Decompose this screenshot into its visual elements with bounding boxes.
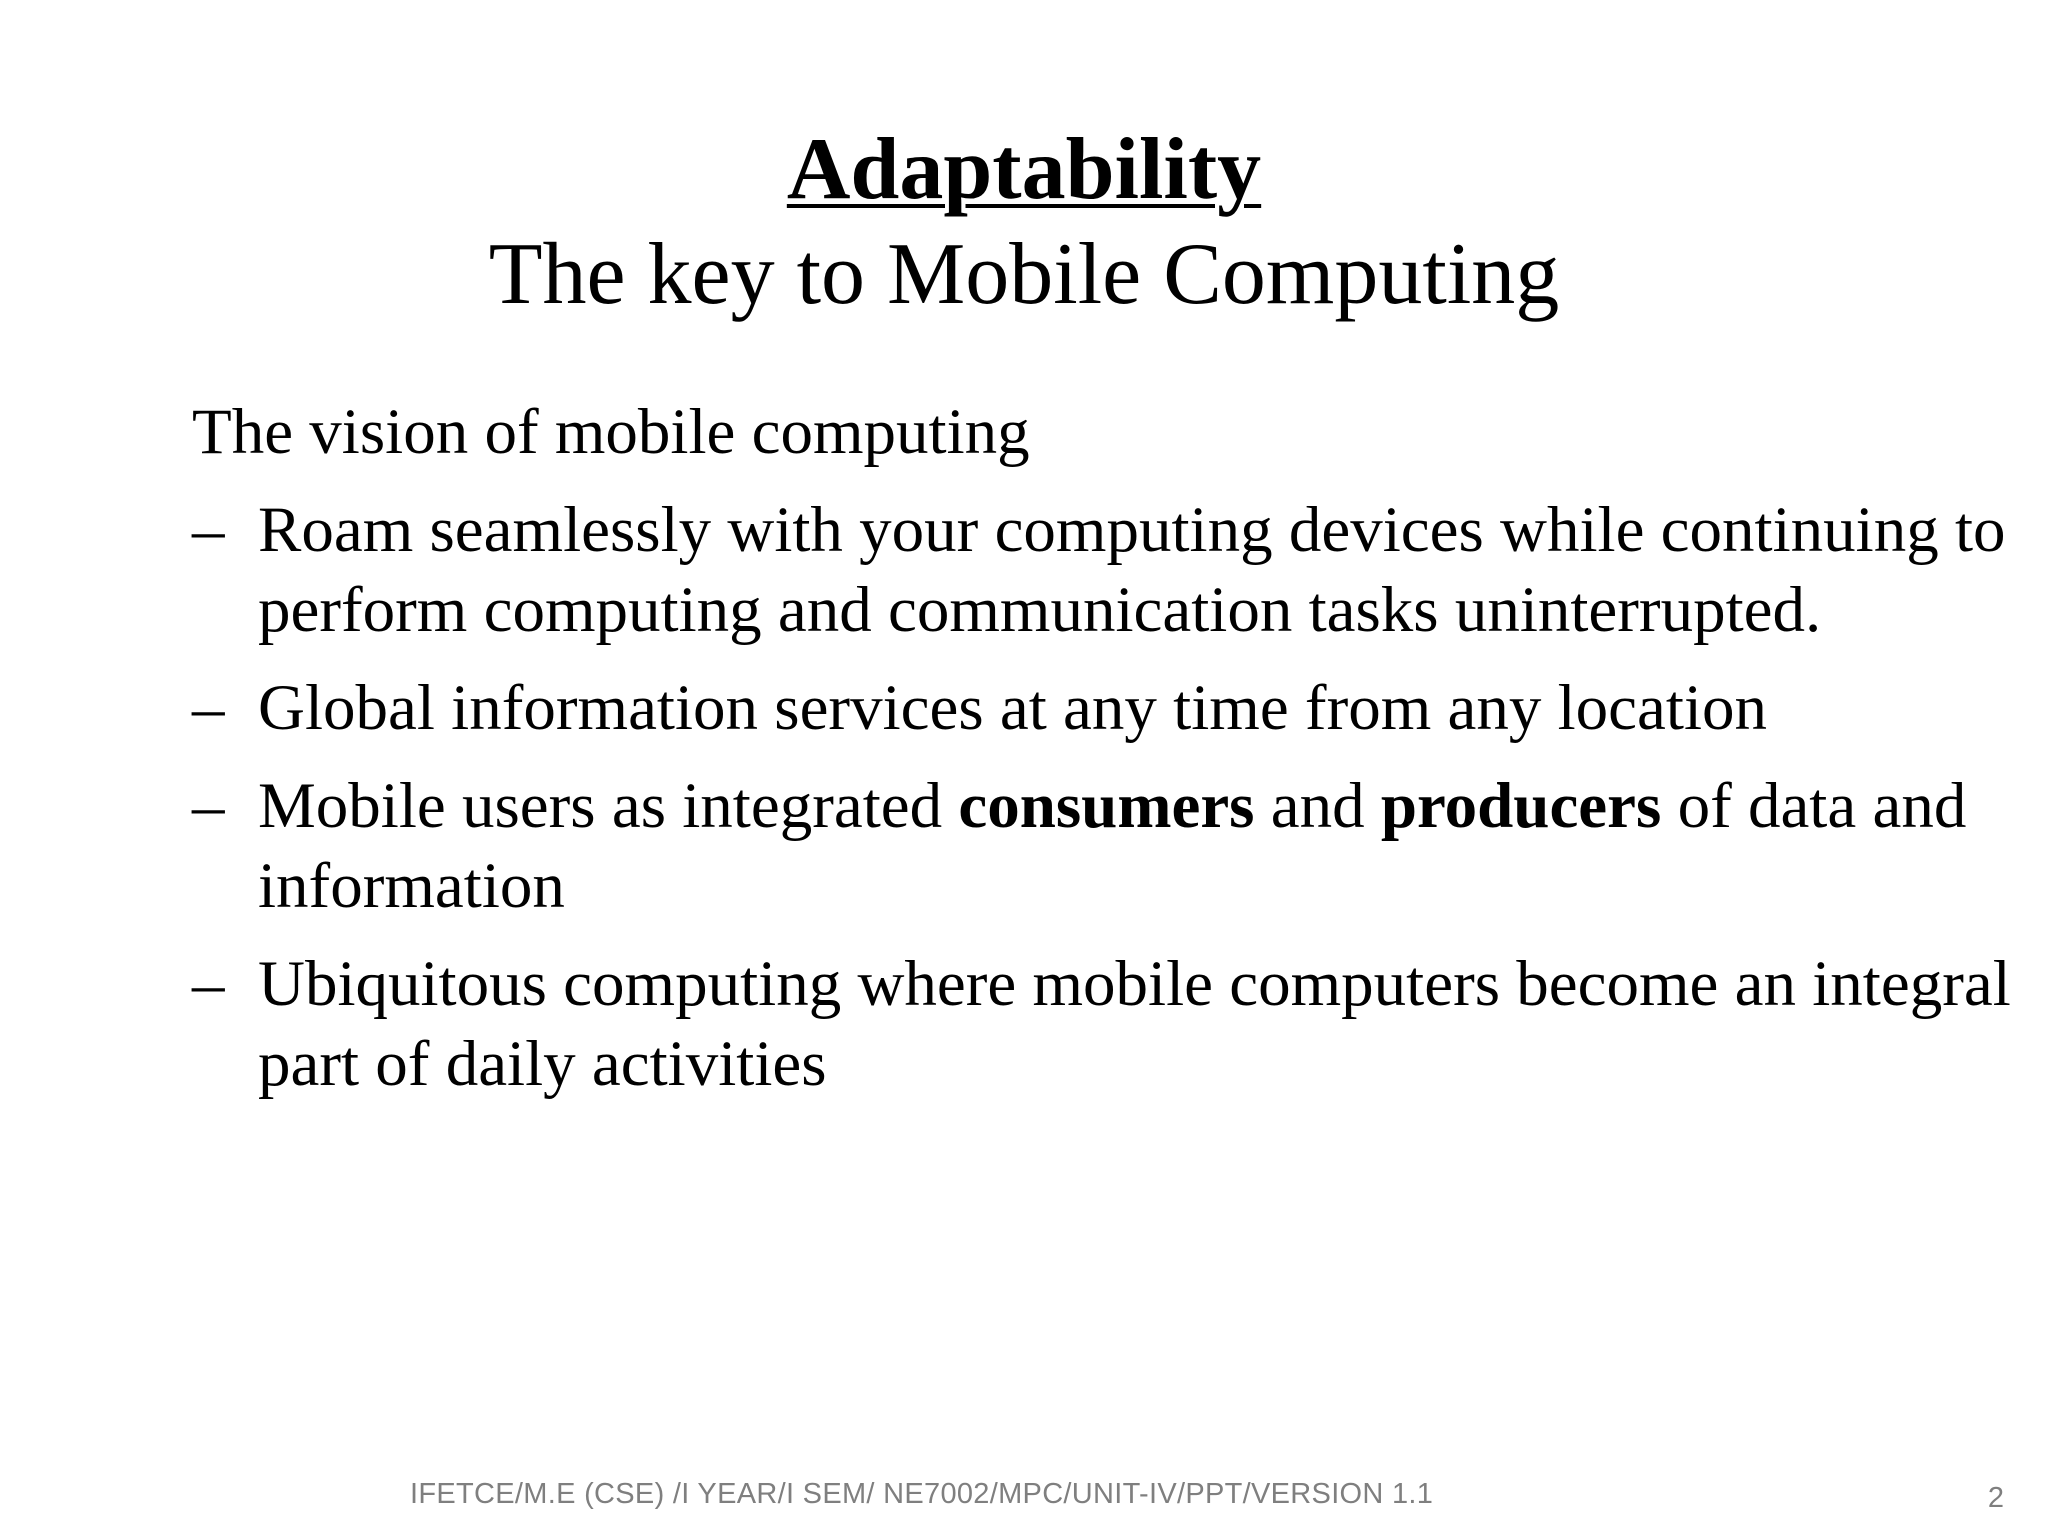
- slide-title: Adaptability: [786, 121, 1262, 218]
- dash-bullet-icon: –: [192, 494, 225, 566]
- bold-term-producers: producers: [1380, 770, 1662, 842]
- bullet-text-mid: and: [1254, 770, 1381, 842]
- bullet-text: Roam seamlessly with your computing devices while continuing to perform computing and communication tasks uninterrupted.: [258, 494, 2006, 646]
- title-block: [0, 118, 2048, 328]
- bullet-text: Ubiquitous computing where mobile computers become an integral part of daily activities: [258, 948, 2011, 1100]
- bullet-item-global: [192, 668, 2042, 748]
- bullet-text-post: of data and information: [258, 770, 1967, 922]
- intro-text: The vision of mobile computing: [192, 396, 1030, 468]
- slide-subtitle: The key to Mobile Computing: [488, 226, 1560, 323]
- dash-bullet-icon: –: [192, 770, 225, 842]
- bold-term-consumers: consumers: [958, 770, 1255, 842]
- bullet-item-roam: [192, 490, 2042, 650]
- dash-bullet-icon: –: [192, 672, 225, 744]
- bullet-item-ubiquitous: [192, 944, 2042, 1104]
- bullet-text: Global information services at any time from any location: [258, 672, 1767, 744]
- bullet-text-pre: Mobile users as integrated: [258, 770, 959, 842]
- bullet-item-mobile-users: [192, 766, 2042, 926]
- slide-footer: IFETCE/M.E (CSE) /I YEAR/I SEM/ NE7002/MPC/UNIT-IV/PPT/VERSION 1.1: [410, 1478, 1434, 1510]
- dash-bullet-icon: –: [192, 948, 225, 1020]
- slide-body: [192, 392, 2042, 1122]
- page-number: 2: [1987, 1482, 2004, 1514]
- bullet-text: [258, 770, 1966, 922]
